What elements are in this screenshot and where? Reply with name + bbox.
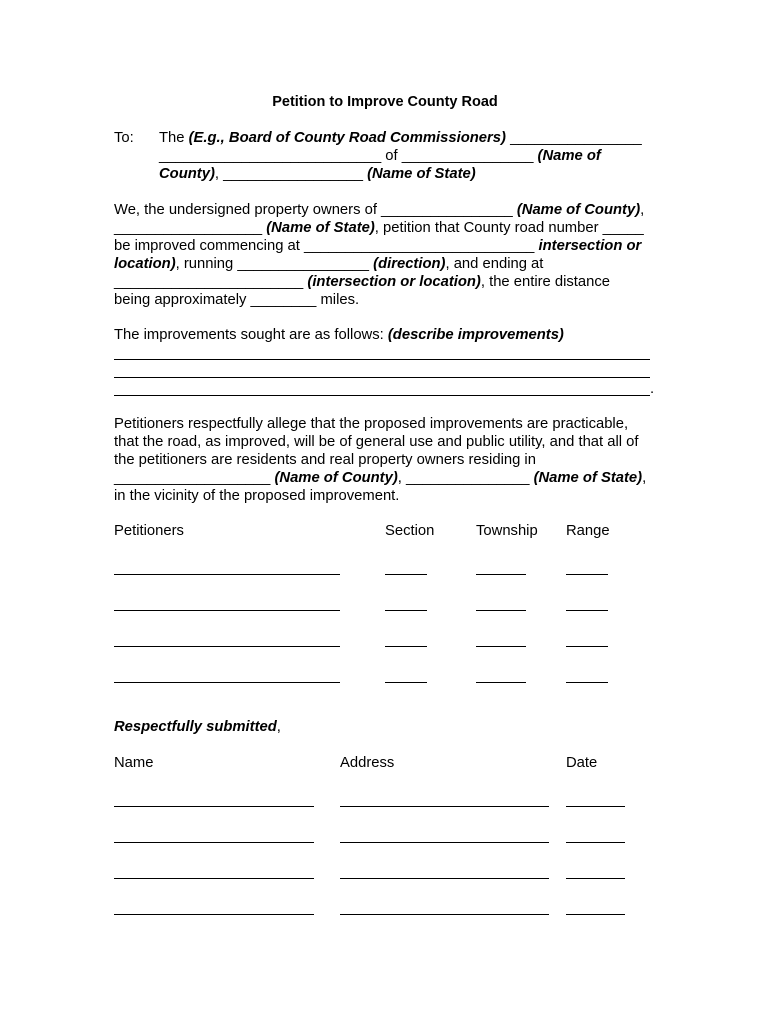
improvements-line-3 [114, 395, 650, 396]
signature-name-line[interactable] [114, 878, 314, 879]
petitioner-range-line[interactable] [566, 574, 608, 575]
petitioner-section-line[interactable] [385, 682, 427, 683]
petitioner-section-line[interactable] [385, 574, 427, 575]
petitioner-section-line[interactable] [385, 646, 427, 647]
petitioner-township-line[interactable] [476, 682, 526, 683]
improvements-line-2 [114, 377, 650, 378]
para1-line-3: be improved commencing at ____________________________ intersection or [114, 238, 642, 254]
header-name: Name [114, 755, 154, 771]
to-label: To: [114, 130, 134, 146]
petitioner-township-line[interactable] [476, 610, 526, 611]
petitioner-range-line[interactable] [566, 682, 608, 683]
to-line-1: The (E.g., Board of County Road Commissioners) ________________ [159, 130, 642, 146]
para1-line-1: We, the undersigned property owners of ________________ (Name of County), [114, 202, 645, 218]
petitioner-name-line[interactable] [114, 574, 340, 575]
header-township: Township [476, 523, 538, 539]
para2-line-1: Petitioners respectfully allege that the proposed improvements are practicable, [114, 416, 629, 432]
para2-line-5: in the vicinity of the proposed improvement. [114, 488, 400, 504]
petitioner-name-line[interactable] [114, 610, 340, 611]
para2-line-2: that the road, as improved, will be of general use and public utility, and that all of [114, 434, 639, 450]
signature-address-line[interactable] [340, 878, 549, 879]
petitioner-township-line[interactable] [476, 646, 526, 647]
signature-date-line[interactable] [566, 914, 625, 915]
to-line-2: ___________________________ of ________________ (Name of [159, 148, 601, 164]
signature-name-line[interactable] [114, 842, 314, 843]
improvements-intro: The improvements sought are as follows: (describe improvements) [114, 327, 564, 343]
signature-date-line[interactable] [566, 842, 625, 843]
para2-line-4: ___________________ (Name of County), _______________ (Name of State), [114, 470, 647, 486]
petitioner-range-line[interactable] [566, 610, 608, 611]
header-range: Range [566, 523, 610, 539]
para1-line-4: location), running ________________ (direction), and ending at [114, 256, 544, 272]
petitioner-range-line[interactable] [566, 646, 608, 647]
signature-date-line[interactable] [566, 878, 625, 879]
para1-line-6: being approximately ________ miles. [114, 292, 360, 308]
header-date: Date [566, 755, 598, 771]
para2-line-3: the petitioners are residents and real property owners residing in [114, 452, 536, 468]
improvements-period: . [650, 381, 655, 397]
para1-line-2: __________________ (Name of State), petition that County road number _____ [114, 220, 644, 236]
header-petitioners: Petitioners [114, 523, 184, 539]
header-section: Section [385, 523, 435, 539]
respectfully-submitted: Respectfully submitted, [114, 719, 281, 735]
to-line-3: County), _________________ (Name of State) [159, 166, 476, 182]
signature-name-line[interactable] [114, 806, 314, 807]
signature-address-line[interactable] [340, 842, 549, 843]
petitioner-name-line[interactable] [114, 646, 340, 647]
signature-address-line[interactable] [340, 914, 549, 915]
petitioner-name-line[interactable] [114, 682, 340, 683]
petitioner-township-line[interactable] [476, 574, 526, 575]
signature-name-line[interactable] [114, 914, 314, 915]
signature-address-line[interactable] [340, 806, 549, 807]
header-address: Address [340, 755, 395, 771]
document-title: Petition to Improve County Road [272, 94, 498, 110]
petitioner-section-line[interactable] [385, 610, 427, 611]
signature-date-line[interactable] [566, 806, 625, 807]
improvements-line-1 [114, 359, 650, 360]
para1-line-5: _______________________ (intersection or location), the entire distance [114, 274, 610, 290]
